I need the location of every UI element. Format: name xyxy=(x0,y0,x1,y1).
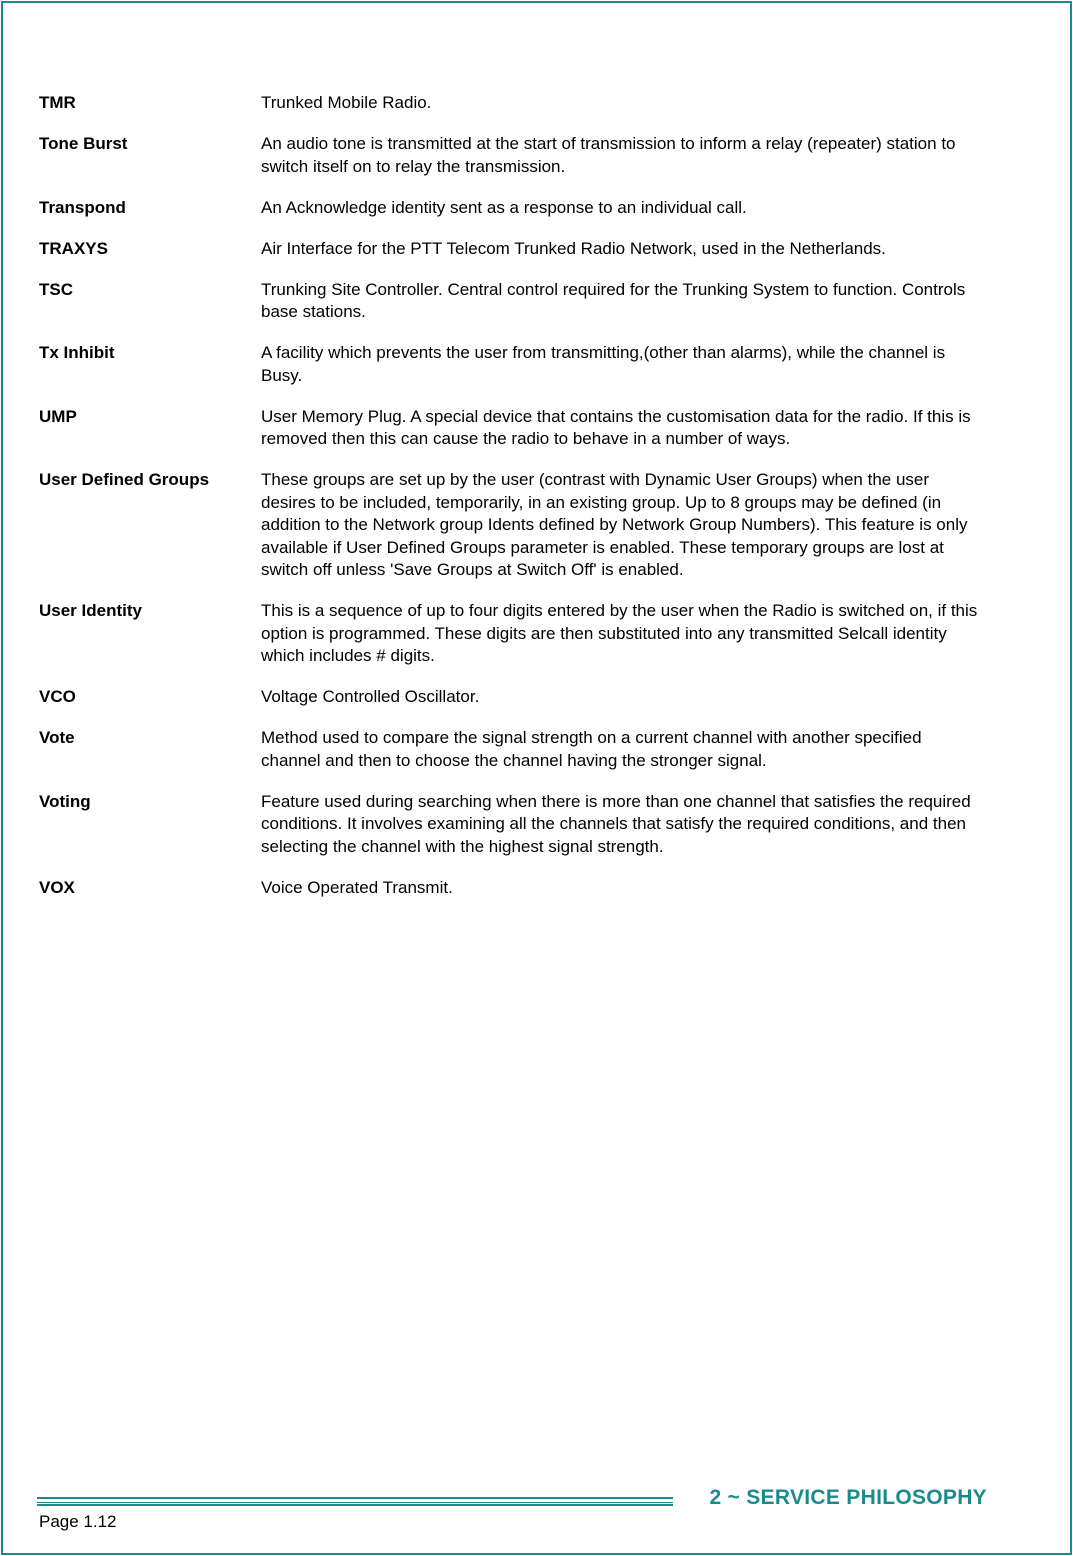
glossary-entry xyxy=(39,686,984,709)
glossary-term: Tone Burst xyxy=(39,134,128,153)
glossary-term: VOX xyxy=(39,877,75,897)
glossary-definition: This is a sequence of up to four digits entered by the user when the Radio is switched on, if this option is programmed. These digits are then substituted into any transmitted Selcall identity which includes # digits. xyxy=(261,601,978,665)
glossary-entry xyxy=(39,600,984,668)
page-number: Page 1.12 xyxy=(39,1512,117,1531)
glossary-definition: Feature used during searching when there is more than one channel that satisfies the required conditions. It involves examining all the channels that satisfy the required conditions, and then selecting the channel with the highest signal strength. xyxy=(261,791,971,856)
glossary-entry xyxy=(39,279,984,324)
glossary-definition: Trunked Mobile Radio. xyxy=(261,93,432,112)
glossary-term: User Identity xyxy=(39,601,142,620)
glossary-term: User Defined Groups xyxy=(39,470,210,489)
glossary-term: UMP xyxy=(39,406,77,426)
glossary-definition: Voice Operated Transmit. xyxy=(261,877,453,897)
glossary-term: Transpond xyxy=(39,197,126,217)
glossary-entry xyxy=(39,92,984,115)
glossary-entry xyxy=(39,342,984,387)
glossary-definition: An Acknowledge identity sent as a response to an individual call. xyxy=(261,197,747,217)
glossary-entry xyxy=(39,238,984,261)
glossary-term: VCO xyxy=(39,687,76,706)
glossary-entry xyxy=(39,133,984,178)
glossary-entry xyxy=(39,406,984,451)
glossary-definition: Method used to compare the signal strength on a current channel with another specified channel and then to choose the channel having the stronger signal. xyxy=(261,728,922,770)
glossary-term: Tx Inhibit xyxy=(39,343,115,362)
glossary-definition: Voltage Controlled Oscillator. xyxy=(261,687,480,706)
glossary-entry xyxy=(39,469,984,582)
section-title: 2 ~ SERVICE PHILOSOPHY xyxy=(709,1486,987,1509)
footer-divider xyxy=(37,1497,673,1506)
glossary-list xyxy=(39,92,984,918)
glossary-definition: Trunking Site Controller. Central control required for the Trunking System to function. Controls base stations. xyxy=(261,279,966,321)
glossary-entry xyxy=(39,791,984,859)
glossary-term: Voting xyxy=(39,791,91,811)
glossary-term: TRAXYS xyxy=(39,238,108,258)
glossary-entry xyxy=(39,727,984,772)
glossary-term: TSC xyxy=(39,279,73,299)
glossary-definition: User Memory Plug. A special device that contains the customisation data for the radio. If this is removed then this can cause the radio to behave in a number of ways. xyxy=(261,406,971,448)
glossary-term: Vote xyxy=(39,728,75,747)
glossary-definition: Air Interface for the PTT Telecom Trunked Radio Network, used in the Netherlands. xyxy=(261,238,886,258)
glossary-term: TMR xyxy=(39,93,76,112)
glossary-entry xyxy=(39,197,984,220)
glossary-entry xyxy=(39,877,984,900)
glossary-definition: A facility which prevents the user from transmitting,(other than alarms), while the channel is Busy. xyxy=(261,343,946,385)
glossary-definition: These groups are set up by the user (contrast with Dynamic User Groups) when the user desires to be included, temporarily, in an existing group. Up to 8 groups may be defined (in addition to the Network group Idents defined by Network Group Numbers). This feature is only available if User Defined Groups parameter is enabled. These temporary groups are lost at switch off unless 'Save Groups at Switch Off' is enabled. xyxy=(261,470,968,579)
glossary-definition: An audio tone is transmitted at the start of transmission to inform a relay (repeater) station to switch itself on to relay the transmission. xyxy=(261,134,956,176)
